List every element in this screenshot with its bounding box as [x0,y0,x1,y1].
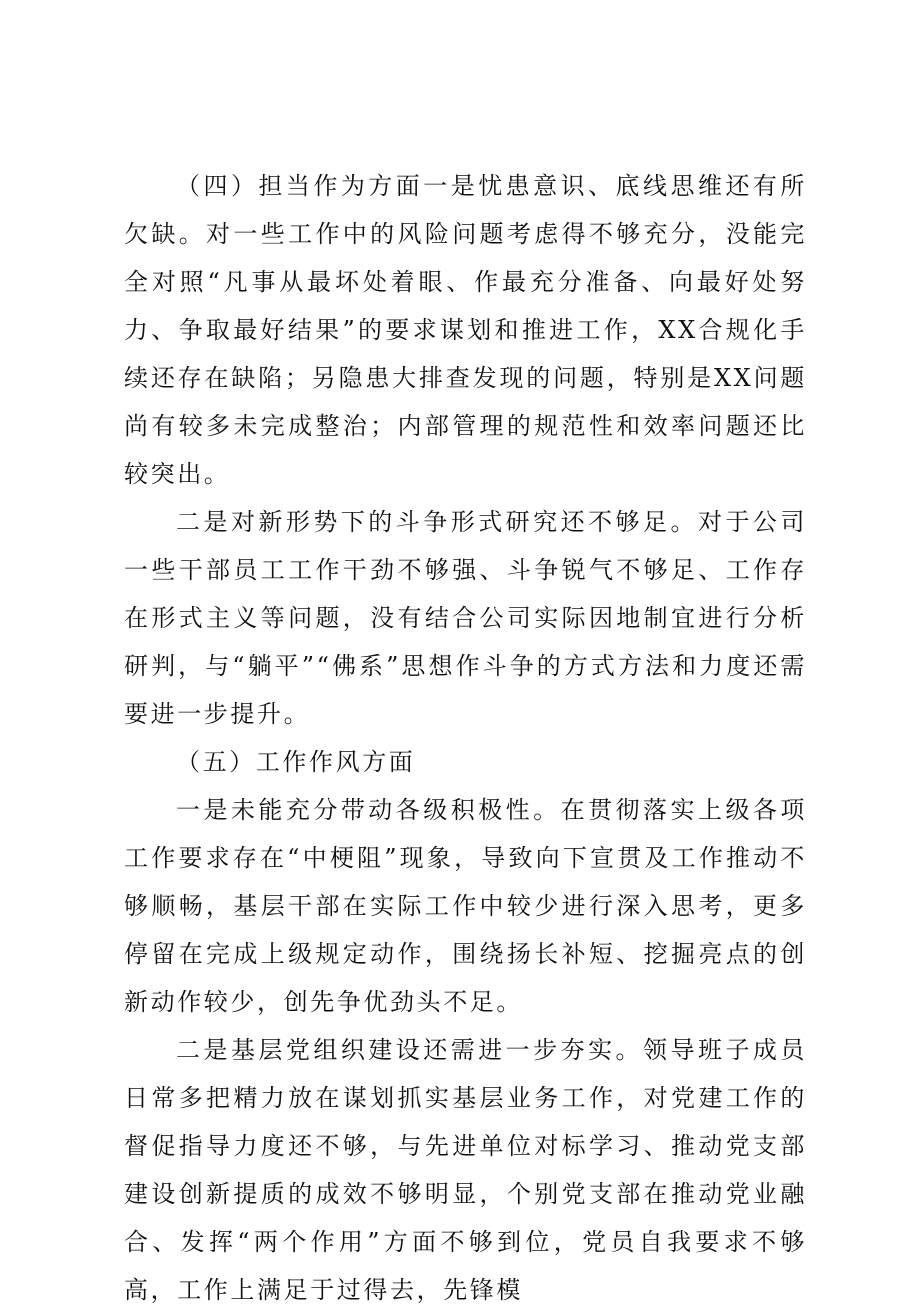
paragraph-motivation: 一是未能充分带动各级积极性。在贯彻落实上级各项工作要求存在“中梗阻”现象，导致向下宣贯及工作推动不够顺畅，基层干部在实际工作中较少进行深入思考，更多停留在完成上级规定动作，围绕扬长补短、挖掘亮点的创新动作较少，创先争优劲头不足。 [124,796,807,1016]
paragraph-struggle-research: 二是对新形势下的斗争形式研究还不够足。对于公司一些干部员工工作干劲不够强、斗争锐气不够足、工作存在形式主义等问题，没有结合公司实际因地制宜进行分析研判，与“躺平”“佛系”思想作斗争的方式方法和力度还需要进一步提升。 [124,508,807,728]
section-heading-work-style: （五）工作作风方面 [176,748,416,776]
document-body [124,162,807,1314]
paragraph-responsibility: （四）担当作为方面一是忧患意识、底线思维还有所欠缺。对一些工作中的风险问题考虑得不够充分，没能完全对照“凡事从最坏处着眼、作最充分准备、向最好处努力、争取最好结果”的要求谋划和推进工作，XX合规化手续还存在缺陷；另隐患大排查发现的问题，特别是XX问题尚有较多未完成整治；内部管理的规范性和效率问题还比较突出。 [124,172,807,488]
paragraph-party-building: 二是基层党组织建设还需进一步夯实。领导班子成员日常多把精力放在谋划抓实基层业务工作，对党建工作的督促指导力度还不够，与先进单位对标学习、推动党支部建设创新提质的成效不够明显，个别党支部在推动党业融合、发挥“两个作用”方面不够到位，党员自我要求不够高，工作上满足于过得去，先锋模 [124,1036,807,1304]
